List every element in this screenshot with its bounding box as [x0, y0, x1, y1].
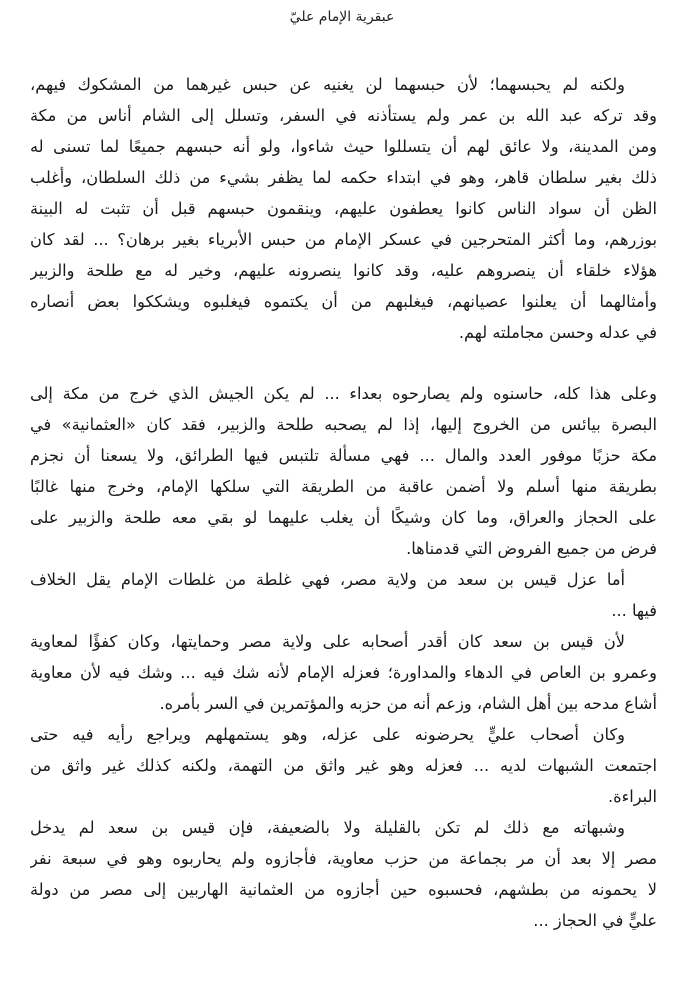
- paragraph: [30, 69, 657, 348]
- text-line: ذلك بغير سلطان قاهر، وهو في ابتداء حكمه لما يظفر بشيء من ذلك السلطان، وأغلب: [30, 168, 657, 187]
- text-line: بطريقة منها أسلم ولا أضمن عاقبة من الطريقة التي سلكها الإمام، وخرج منها غالبًا: [30, 477, 657, 496]
- text-line: وعمرو بن العاص في الدهاء والمداورة؛ فعزله الإمام لأنه شك فيه ... وشك فيه لأن معاوية: [30, 663, 657, 682]
- paragraph-gap: [30, 348, 657, 363]
- text-line: لا يحمونه من بطشهم، فحسبوه حين أجازوه من العثمانية الهاربين إلى مصر من دولة: [30, 880, 657, 899]
- paragraph: [30, 719, 657, 812]
- text-line: أما عزل قيس بن سعد من ولاية مصر، فهي غلطة من غلطات الإمام يقل الخلاف: [30, 570, 625, 589]
- paragraph: [30, 626, 657, 719]
- text-line: وشبهاته مع ذلك لم تكن بالقليلة ولا بالضعيفة، فإن قيس بن سعد لم يدخل: [30, 818, 625, 837]
- text-line: وعلى هذا كله، حاسنوه ولم يصارحوه بعداء ... لم يكن الجيش الذي خرج من مكة إلى: [30, 384, 657, 403]
- text-line: اجتمعت الشبهات لديه ... فعزله وهو غير واثق من التهمة، ولكنه كذلك غير واثق من: [30, 756, 657, 775]
- text-line: الظن أن سواد الناس كانوا يعطفون عليهم، وينقمون حبسهم قبل أن تثبت له البينة: [30, 199, 657, 218]
- text-line: في عدله وحسن مجاملته لهم.: [458, 323, 657, 342]
- text-line: عليٍّ في الحجاز ...: [533, 911, 657, 930]
- text-line: وأمثالهما أن يعلنوا عصيانهم، فيغلبهم من أن يكتموه فيغلبوه ويشككوا بعض أنصاره: [30, 292, 657, 311]
- text-line: بوزرهم، وما أكثر المتحرجين في عسكر الإمام من حبس الأبرياء بغير برهان؟ ... لقد كان: [30, 230, 657, 249]
- paragraph: [30, 378, 657, 564]
- text-line: مكة حزبًا موفور العدد والمال ... فهي مسألة تلتبس فيها الطرائق، ولا يسعنا أن نجزم: [30, 446, 657, 465]
- text-line: البراءة.: [608, 787, 657, 806]
- text-line: فيها ...: [611, 601, 657, 620]
- paragraph-gap: [30, 363, 657, 378]
- text-line: لأن قيس بن سعد كان أقدر أصحابه على ولاية مصر وحمايتها، وكان كفؤًا لمعاوية: [30, 632, 625, 651]
- text-line: مصر إلا بعد أن مر بجماعة من حزب معاوية، فأجازوه ولم يحاربوه وهو في سبعة نفر: [30, 849, 657, 868]
- paragraph: [30, 564, 657, 626]
- text-line: البصرة بيائس من الخروج إليها، إذا لم يصحبه طلحة والزبير، فقد كان «العثمانية» في: [30, 415, 657, 434]
- text-line: ولكنه لم يحبسهما؛ لأن حبسهما لن يغنيه عن حبس غيرهما من المشكوك فيهم،: [30, 75, 625, 94]
- text-line: فرض من جميع الفروض التي قدمناها.: [406, 539, 657, 558]
- body-text: [30, 69, 657, 936]
- running-title: عبقرية الإمام عليّ: [289, 9, 395, 25]
- text-line: وكان أصحاب عليٍّ يحرضونه على عزله، وهو يستمهلهم ويراجع رأيه فيه حتى: [30, 725, 625, 744]
- text-line: على الحجاز والعراق، وما كان وشيكًا أن يغلب عليهما لو بقي معه طلحة والزبير على: [30, 508, 657, 527]
- text-line: أشاع مدحه بين أهل الشام، وزعم أنه من حزبه والمؤتمرين في السر بأمره.: [159, 694, 657, 713]
- text-line: وقد تركه عبد الله بن عمر ولم يستأذنه في السفر، وتسلل إلى الشام أناس من مكة: [30, 106, 657, 125]
- text-line: ومن المدينة، ولا عائق لهم أن يتسللوا حيث شاءوا، ولو أنه حبسهم جميعًا لما تسنى له: [30, 137, 657, 156]
- text-line: هؤلاء خلقاء أن ينصروهم عليه، وقد كانوا ينصرونه عليهم، وخير له مع طلحة والزبير: [30, 261, 657, 280]
- paragraph: [30, 812, 657, 936]
